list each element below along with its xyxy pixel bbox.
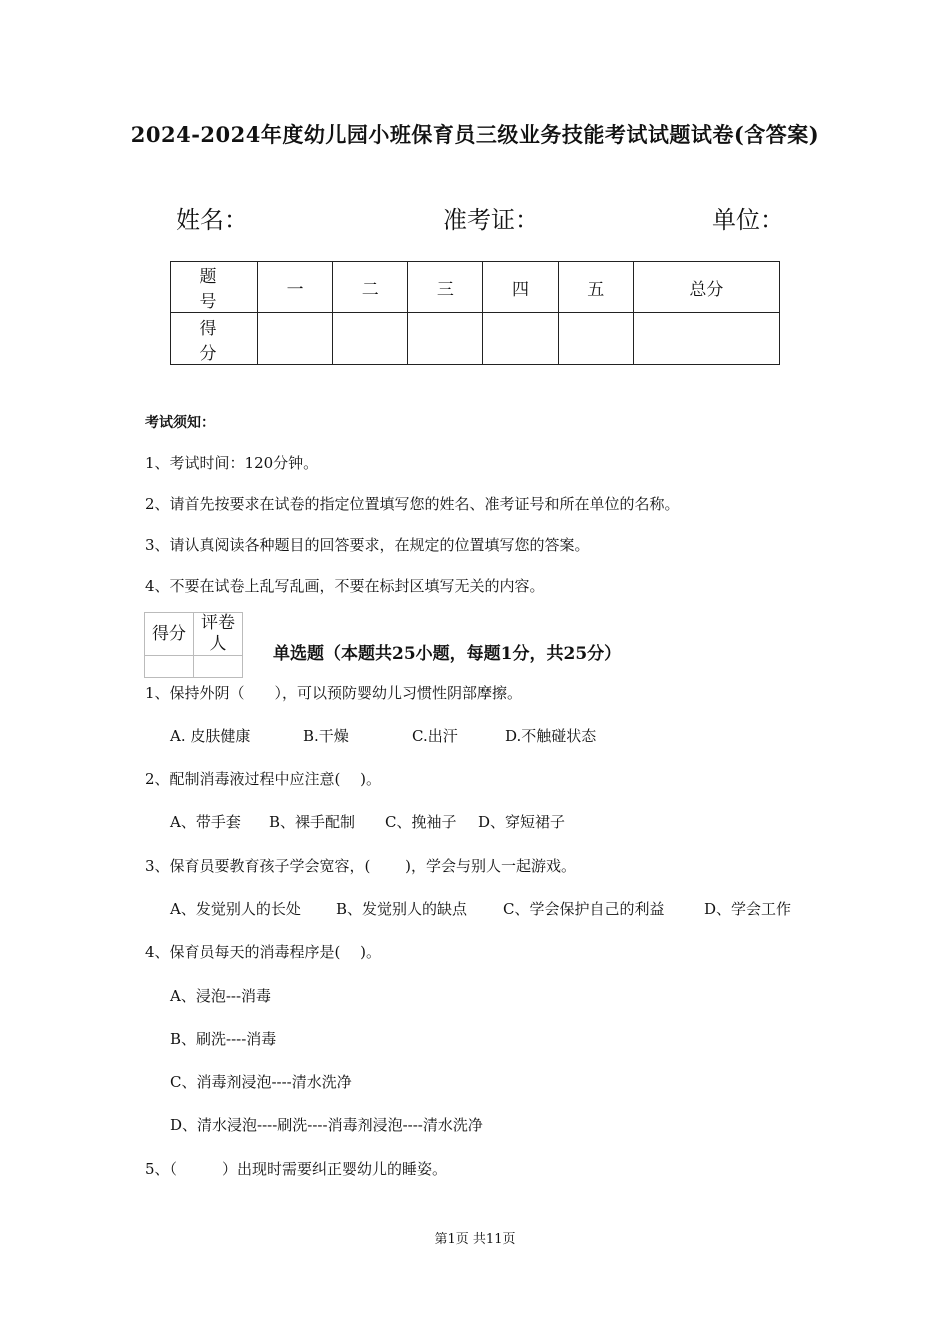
question-number-label: 题 号 <box>171 262 258 313</box>
score-col-1: 一 <box>258 262 333 313</box>
notice-item: 1、考试时间：120分钟。 <box>145 454 319 472</box>
score-cell-4 <box>483 313 558 365</box>
unit-label: 单位： <box>712 206 784 234</box>
name-label: 姓名： <box>176 206 248 234</box>
score-col-total: 总分 <box>633 262 779 313</box>
score-table <box>170 261 780 365</box>
candidate-info-row <box>0 200 950 240</box>
option: A、浸泡---消毒 <box>170 987 272 1005</box>
option: C、挽袖子 <box>385 813 457 831</box>
question-options <box>170 898 791 919</box>
section-title: 单选题（本题共25小题，每题1分，共25分） <box>273 644 622 664</box>
notice-item: 3、请认真阅读各种题目的回答要求，在规定的位置填写您的答案。 <box>145 536 590 554</box>
score-cell-5 <box>558 313 633 365</box>
score-col-4: 四 <box>483 262 558 313</box>
score-table-header-row <box>171 262 780 313</box>
question-stem: 2、配制消毒液过程中应注意( )。 <box>145 770 382 788</box>
grader-box <box>144 612 243 678</box>
grader-reviewer-label: 评卷人 <box>194 613 243 656</box>
option: C、学会保护自己的利益 <box>503 900 665 918</box>
score-col-5: 五 <box>558 262 633 313</box>
option: D、穿短裙子 <box>478 813 566 831</box>
grader-score-cell <box>145 656 194 678</box>
question-stem: 4、保育员每天的消毒程序是( )。 <box>145 943 382 961</box>
notice-item: 4、不要在试卷上乱写乱画，不要在标封区填写无关的内容。 <box>145 577 545 595</box>
score-label: 得 分 <box>171 313 258 365</box>
option: B.干燥 <box>303 727 349 745</box>
question-options <box>170 725 596 746</box>
option: D.不触碰状态 <box>505 727 597 745</box>
notice-title: 考试须知： <box>145 415 215 431</box>
score-cell-1 <box>258 313 333 365</box>
document-title: 2024-2024年度幼儿园小班保育员三级业务技能考试试题试卷(含答案) <box>130 122 820 147</box>
option: B、刷洗----消毒 <box>170 1030 277 1048</box>
option: D、清水浸泡----刷洗----消毒剂浸泡----清水洗净 <box>170 1116 483 1134</box>
page-footer: 第1页 共11页 <box>434 1232 516 1247</box>
score-cell-3 <box>408 313 483 365</box>
score-cell-total <box>633 313 779 365</box>
option: A、发觉别人的长处 <box>170 900 301 918</box>
score-col-2: 二 <box>333 262 408 313</box>
question-stem: 1、保持外阴（ ），可以预防婴幼儿习惯性阴部摩擦。 <box>145 684 523 702</box>
notice-item: 2、请首先按要求在试卷的指定位置填写您的姓名、准考证号和所在单位的名称。 <box>145 495 680 513</box>
grader-reviewer-cell <box>194 656 243 678</box>
option: B、裸手配制 <box>269 813 356 831</box>
option: D、学会工作 <box>704 900 792 918</box>
option: B、发觉别人的缺点 <box>336 900 468 918</box>
grader-score-label: 得分 <box>145 613 194 656</box>
question-stem: 3、保育员要教育孩子学会宽容，( )，学会与别人一起游戏。 <box>145 857 577 875</box>
option: C、消毒剂浸泡----清水洗净 <box>170 1073 352 1091</box>
option: C.出汗 <box>412 727 458 745</box>
option: A、带手套 <box>170 813 241 831</box>
question-options <box>170 811 565 832</box>
score-col-3: 三 <box>408 262 483 313</box>
exam-id-label: 准考证： <box>443 206 539 234</box>
question-stem: 5、（ ）出现时需要纠正婴幼儿的睡姿。 <box>145 1160 448 1178</box>
score-cell-2 <box>333 313 408 365</box>
option: A. 皮肤健康 <box>170 727 251 745</box>
score-table-score-row <box>171 313 780 365</box>
